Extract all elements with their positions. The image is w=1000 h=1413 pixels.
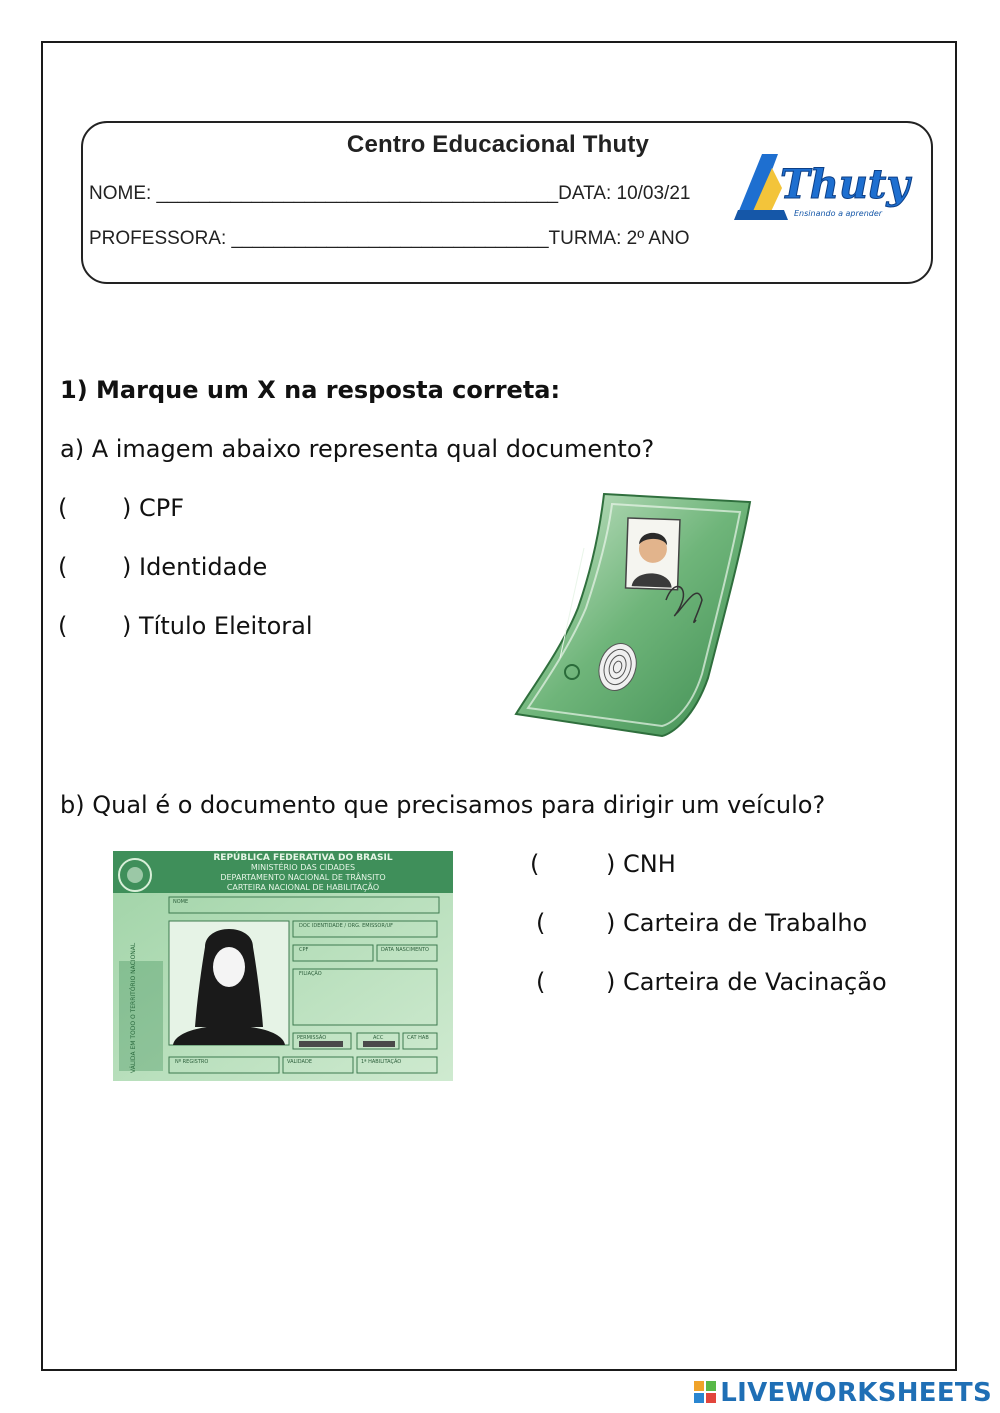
- question-b-prompt: b) Qual é o documento que precisamos para dirigir um veículo?: [60, 791, 826, 819]
- checkbox-paren: (: [58, 612, 68, 640]
- school-title: Centro Educacional Thuty: [346, 131, 650, 158]
- cnh-field-cpf: CPF: [299, 947, 309, 953]
- cnh-side-text: VÁLIDA EM TODO O TERRITÓRIO NACIONAL: [130, 942, 137, 1073]
- cnh-header-3: DEPARTAMENTO NACIONAL DE TRÂNSITO: [220, 873, 386, 882]
- checkbox-paren: (: [58, 494, 68, 522]
- cnh-field-permissao: PERMISSÃO: [297, 1035, 327, 1041]
- cnh-field-doc: DOC IDENTIDADE / ORG. EMISSOR/UF: [299, 923, 394, 929]
- cnh-field-registro: Nº REGISTRO: [175, 1059, 209, 1065]
- option-label: ) Título Eleitoral: [122, 612, 313, 640]
- cnh-field-filiacao: FILIAÇÃO: [299, 971, 322, 977]
- checkbox-paren: (: [536, 909, 546, 937]
- cnh-field-acc: ACC: [373, 1035, 384, 1041]
- cnh-field-habilitacao: 1ª HABILITAÇÃO: [361, 1059, 402, 1065]
- thuty-logo: [728, 148, 920, 226]
- cnh-field-cat: CAT HAB: [407, 1035, 429, 1041]
- option-label: ) Identidade: [122, 553, 268, 581]
- liveworksheets-brand: [694, 1378, 992, 1408]
- logo-brand: Thuty: [780, 161, 910, 208]
- identity-card-image: [512, 488, 762, 738]
- cnh-header-4: CARTEIRA NACIONAL DE HABILITAÇÃO: [226, 883, 380, 892]
- checkbox-paren: (: [530, 850, 540, 878]
- cnh-card-image: [113, 851, 453, 1081]
- question-a-prompt: a) A imagem abaixo representa qual documento?: [60, 435, 655, 463]
- cnh-field-nascimento: DATA NASCIMENTO: [381, 947, 429, 953]
- logo-tagline: Ensinando a aprender: [794, 209, 883, 218]
- cnh-field-validade: VALIDADE: [287, 1059, 312, 1065]
- teacher-class-line: PROFESSORA: ______________________________TURMA: 2º ANO: [89, 228, 690, 249]
- option-label: ) CNH: [606, 850, 676, 878]
- checkbox-paren: (: [536, 968, 546, 996]
- option-label: ) Carteira de Trabalho: [606, 909, 868, 937]
- name-date-line: NOME: ______________________________________DATA: 10/03/21: [89, 183, 691, 204]
- option-label: ) Carteira de Vacinação: [606, 968, 887, 996]
- cnh-header-1: REPÚBLICA FEDERATIVA DO BRASIL: [213, 853, 393, 863]
- cnh-field-nome: NOME: [173, 899, 189, 905]
- question-heading: 1) Marque um X na resposta correta:: [60, 376, 561, 404]
- cnh-header-2: MINISTÉRIO DAS CIDADES: [250, 863, 356, 872]
- footer-brand-text: LIVEWORKSHEETS: [720, 1378, 992, 1408]
- checkbox-paren: (: [58, 553, 68, 581]
- option-label: ) CPF: [122, 494, 185, 522]
- liveworksheets-icon: [694, 1381, 716, 1403]
